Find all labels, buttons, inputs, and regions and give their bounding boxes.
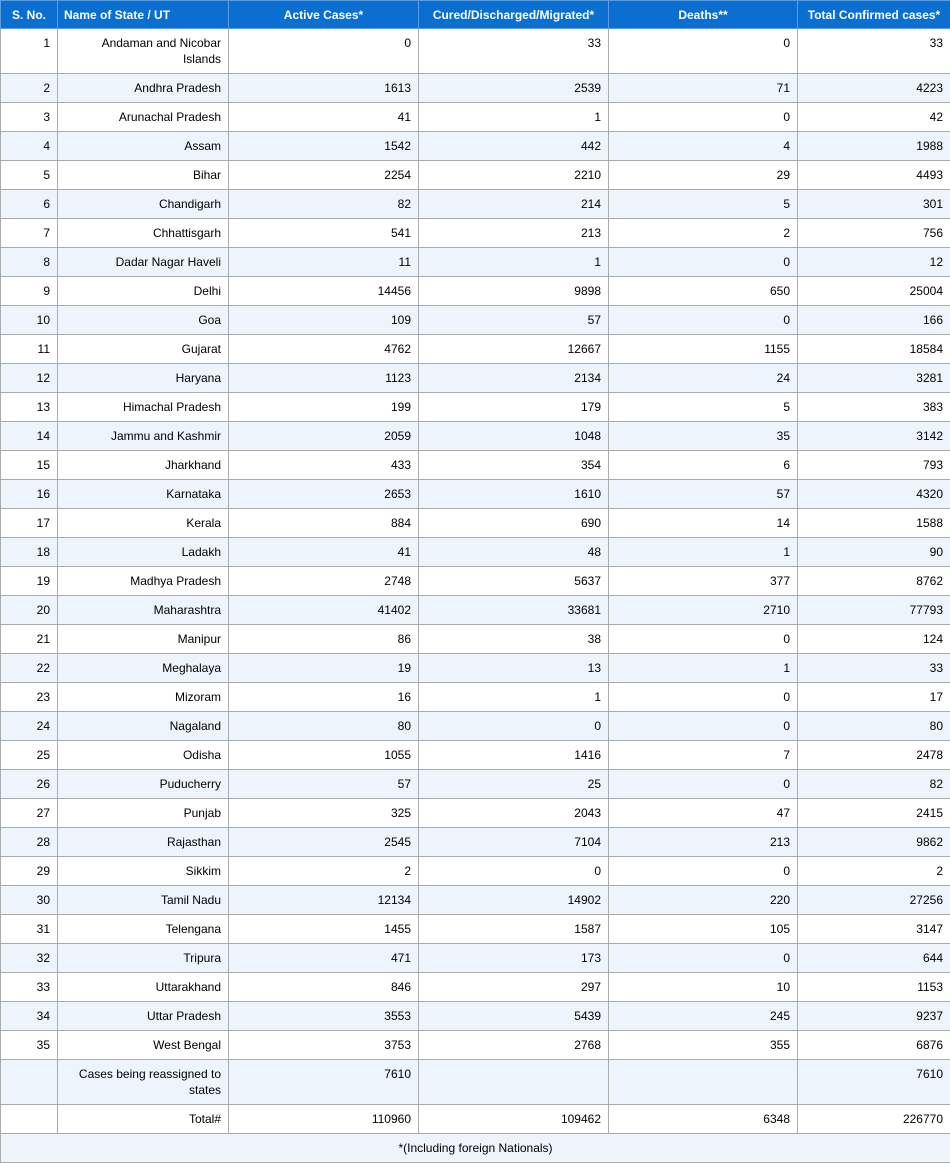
cell-deaths: 1 xyxy=(609,654,798,683)
cell-deaths: 105 xyxy=(609,915,798,944)
cell-active-cases: 1613 xyxy=(229,74,419,103)
cell-total-confirmed: 80 xyxy=(798,712,950,741)
cell-cured: 442 xyxy=(419,132,609,161)
cell-total-confirmed: 9862 xyxy=(798,828,950,857)
cell-state-name: Puducherry xyxy=(58,770,229,799)
cell-cured: 1416 xyxy=(419,741,609,770)
cell-serial-number: 31 xyxy=(1,915,58,944)
cell-deaths: 0 xyxy=(609,712,798,741)
cell-active-cases: 109 xyxy=(229,306,419,335)
table-row xyxy=(1,828,950,857)
cell-serial-number: 33 xyxy=(1,973,58,1002)
cell-cured: 2768 xyxy=(419,1031,609,1060)
cell-state-name: Tamil Nadu xyxy=(58,886,229,915)
cell-cured: 297 xyxy=(419,973,609,1002)
cell-active-cases: 41 xyxy=(229,538,419,567)
cell-cured: 1610 xyxy=(419,480,609,509)
table-row xyxy=(1,190,950,219)
table-row xyxy=(1,161,950,190)
cell-serial-number: 22 xyxy=(1,654,58,683)
table-row xyxy=(1,770,950,799)
cell-deaths: 29 xyxy=(609,161,798,190)
cell-state-name: Himachal Pradesh xyxy=(58,393,229,422)
footnote-row xyxy=(1,1134,950,1163)
cell-total-confirmed: 3147 xyxy=(798,915,950,944)
cell-state-name: Maharashtra xyxy=(58,596,229,625)
cell-deaths: 14 xyxy=(609,509,798,538)
table-row xyxy=(1,712,950,741)
table-row xyxy=(1,480,950,509)
cell-state-name: Bihar xyxy=(58,161,229,190)
cell-state-name: Uttarakhand xyxy=(58,973,229,1002)
cell-cured: 1 xyxy=(419,248,609,277)
cell-active-cases: 14456 xyxy=(229,277,419,306)
cell-state-name: Nagaland xyxy=(58,712,229,741)
cell-state-name: Karnataka xyxy=(58,480,229,509)
cell-deaths: 10 xyxy=(609,973,798,1002)
cell-total-confirmed: 4223 xyxy=(798,74,950,103)
cell-cured: 173 xyxy=(419,944,609,973)
cell-deaths: 0 xyxy=(609,944,798,973)
cell-active-cases: 41402 xyxy=(229,596,419,625)
cell-serial-number: 1 xyxy=(1,29,58,74)
header-cured: Cured/Discharged/Migrated* xyxy=(419,1,609,29)
cell-active-cases: 12134 xyxy=(229,886,419,915)
cell-state-name: Uttar Pradesh xyxy=(58,1002,229,1031)
cell-active-cases: 82 xyxy=(229,190,419,219)
cell-cured: 9898 xyxy=(419,277,609,306)
cell-serial-number: 14 xyxy=(1,422,58,451)
cell-deaths: 7 xyxy=(609,741,798,770)
cell-active-cases: 2653 xyxy=(229,480,419,509)
cell-total-confirmed: 33 xyxy=(798,654,950,683)
cell-state-name: Madhya Pradesh xyxy=(58,567,229,596)
cell-active-cases: 86 xyxy=(229,625,419,654)
cell-deaths xyxy=(609,1060,798,1105)
cell-cured: 33681 xyxy=(419,596,609,625)
cell-active-cases: 3753 xyxy=(229,1031,419,1060)
cell-active-cases: 57 xyxy=(229,770,419,799)
table-row xyxy=(1,944,950,973)
cell-deaths: 5 xyxy=(609,393,798,422)
cell-cured: 2134 xyxy=(419,364,609,393)
cell-total-confirmed: 90 xyxy=(798,538,950,567)
cell-deaths: 355 xyxy=(609,1031,798,1060)
cell-state-name: Rajasthan xyxy=(58,828,229,857)
cell-serial-number: 30 xyxy=(1,886,58,915)
table-row xyxy=(1,103,950,132)
cell-total-confirmed: 8762 xyxy=(798,567,950,596)
cell-serial-number: 9 xyxy=(1,277,58,306)
header-deaths: Deaths** xyxy=(609,1,798,29)
table-row xyxy=(1,1002,950,1031)
cell-active-cases: 4762 xyxy=(229,335,419,364)
cell-cured: 33 xyxy=(419,29,609,74)
cell-state-name: Chandigarh xyxy=(58,190,229,219)
cell-cured: 0 xyxy=(419,712,609,741)
cell-active-cases: 433 xyxy=(229,451,419,480)
cell-cured: 5637 xyxy=(419,567,609,596)
cell-cured: 354 xyxy=(419,451,609,480)
footnote: *(Including foreign Nationals) xyxy=(1,1134,950,1163)
cell-serial-number: 19 xyxy=(1,567,58,596)
cell-active-cases: 199 xyxy=(229,393,419,422)
cell-total-confirmed: 1153 xyxy=(798,973,950,1002)
cell-deaths: 0 xyxy=(609,683,798,712)
table-row xyxy=(1,886,950,915)
cell-state-name: Dadar Nagar Haveli xyxy=(58,248,229,277)
cell-active-cases: 0 xyxy=(229,29,419,74)
cell-active-cases: 19 xyxy=(229,654,419,683)
cell-deaths: 5 xyxy=(609,190,798,219)
table-row xyxy=(1,248,950,277)
cell-cured: 214 xyxy=(419,190,609,219)
table-row xyxy=(1,393,950,422)
table-row xyxy=(1,625,950,654)
cell-total-confirmed: 226770 xyxy=(798,1105,950,1134)
cell-total-confirmed: 9237 xyxy=(798,1002,950,1031)
cell-serial-number: 18 xyxy=(1,538,58,567)
cell-active-cases: 2059 xyxy=(229,422,419,451)
cell-serial-number: 29 xyxy=(1,857,58,886)
cell-deaths: 1155 xyxy=(609,335,798,364)
cell-state-name: Manipur xyxy=(58,625,229,654)
table-row xyxy=(1,29,950,74)
cell-active-cases: 2545 xyxy=(229,828,419,857)
cell-total-confirmed: 1988 xyxy=(798,132,950,161)
table-row xyxy=(1,219,950,248)
header-active-cases: Active Cases* xyxy=(229,1,419,29)
cell-deaths: 377 xyxy=(609,567,798,596)
cell-active-cases: 80 xyxy=(229,712,419,741)
table-row xyxy=(1,1031,950,1060)
cell-serial-number: 7 xyxy=(1,219,58,248)
table-row xyxy=(1,451,950,480)
table-row xyxy=(1,915,950,944)
header-state-name: Name of State / UT xyxy=(58,1,229,29)
cell-total-confirmed: 2478 xyxy=(798,741,950,770)
cell-serial-number: 15 xyxy=(1,451,58,480)
cell-serial-number: 8 xyxy=(1,248,58,277)
cell-state-name: Delhi xyxy=(58,277,229,306)
cell-active-cases: 110960 xyxy=(229,1105,419,1134)
table-row xyxy=(1,683,950,712)
table-row xyxy=(1,335,950,364)
cell-active-cases: 2254 xyxy=(229,161,419,190)
cell-serial-number: 12 xyxy=(1,364,58,393)
cell-total-confirmed: 12 xyxy=(798,248,950,277)
cell-deaths: 1 xyxy=(609,538,798,567)
table-header xyxy=(1,1,950,29)
cell-total-confirmed: 756 xyxy=(798,219,950,248)
cell-total-confirmed: 4493 xyxy=(798,161,950,190)
table-row xyxy=(1,364,950,393)
cell-deaths: 4 xyxy=(609,132,798,161)
cell-deaths: 57 xyxy=(609,480,798,509)
header-serial-number: S. No. xyxy=(1,1,58,29)
cell-active-cases: 471 xyxy=(229,944,419,973)
cell-total-confirmed: 25004 xyxy=(798,277,950,306)
cell-state-name: Cases being reassigned to states xyxy=(58,1060,229,1105)
cell-total-confirmed: 6876 xyxy=(798,1031,950,1060)
table-row xyxy=(1,567,950,596)
cell-cured: 2043 xyxy=(419,799,609,828)
cell-active-cases: 2 xyxy=(229,857,419,886)
cell-cured: 13 xyxy=(419,654,609,683)
cell-deaths: 0 xyxy=(609,103,798,132)
cell-total-confirmed: 1588 xyxy=(798,509,950,538)
cell-state-name: Goa xyxy=(58,306,229,335)
cell-state-name: Meghalaya xyxy=(58,654,229,683)
cell-serial-number: 16 xyxy=(1,480,58,509)
cell-deaths: 0 xyxy=(609,306,798,335)
cell-total-confirmed: 33 xyxy=(798,29,950,74)
cell-serial-number: 20 xyxy=(1,596,58,625)
cell-deaths: 213 xyxy=(609,828,798,857)
cell-state-name: Jammu and Kashmir xyxy=(58,422,229,451)
cell-cured: 12667 xyxy=(419,335,609,364)
cell-state-name: Mizoram xyxy=(58,683,229,712)
table-row xyxy=(1,132,950,161)
cell-total-confirmed: 3142 xyxy=(798,422,950,451)
cell-cured: 5439 xyxy=(419,1002,609,1031)
cell-cured: 57 xyxy=(419,306,609,335)
table-row xyxy=(1,799,950,828)
cell-deaths: 650 xyxy=(609,277,798,306)
table-row xyxy=(1,654,950,683)
table-footer xyxy=(1,1134,950,1163)
cell-total-confirmed: 3281 xyxy=(798,364,950,393)
cell-serial-number: 4 xyxy=(1,132,58,161)
cell-total-confirmed: 166 xyxy=(798,306,950,335)
cell-state-name: Telengana xyxy=(58,915,229,944)
cell-total-confirmed: 383 xyxy=(798,393,950,422)
cell-cured: 179 xyxy=(419,393,609,422)
header-row xyxy=(1,1,950,29)
cell-total-confirmed: 644 xyxy=(798,944,950,973)
table-row xyxy=(1,422,950,451)
cell-cured: 1048 xyxy=(419,422,609,451)
cell-deaths: 2710 xyxy=(609,596,798,625)
cell-active-cases: 16 xyxy=(229,683,419,712)
cell-cured: 2539 xyxy=(419,74,609,103)
cell-active-cases: 7610 xyxy=(229,1060,419,1105)
table-row xyxy=(1,538,950,567)
table-body xyxy=(1,29,950,1134)
cell-state-name: Andhra Pradesh xyxy=(58,74,229,103)
cell-deaths: 71 xyxy=(609,74,798,103)
cell-deaths: 6 xyxy=(609,451,798,480)
cell-cured: 48 xyxy=(419,538,609,567)
cell-total-confirmed: 793 xyxy=(798,451,950,480)
cell-state-name: West Bengal xyxy=(58,1031,229,1060)
cell-serial-number: 17 xyxy=(1,509,58,538)
cell-cured: 1 xyxy=(419,103,609,132)
cell-serial-number: 26 xyxy=(1,770,58,799)
cell-serial-number: 24 xyxy=(1,712,58,741)
cell-serial-number: 2 xyxy=(1,74,58,103)
cell-active-cases: 3553 xyxy=(229,1002,419,1031)
cell-total-confirmed: 18584 xyxy=(798,335,950,364)
cell-serial-number: 5 xyxy=(1,161,58,190)
cell-deaths: 0 xyxy=(609,770,798,799)
cell-cured: 2210 xyxy=(419,161,609,190)
cell-total-confirmed: 2 xyxy=(798,857,950,886)
cell-active-cases: 1455 xyxy=(229,915,419,944)
cell-cured: 690 xyxy=(419,509,609,538)
cell-state-name: Jharkhand xyxy=(58,451,229,480)
cell-state-name: Ladakh xyxy=(58,538,229,567)
cell-deaths: 2 xyxy=(609,219,798,248)
table-row xyxy=(1,1060,950,1105)
cell-serial-number: 28 xyxy=(1,828,58,857)
cell-cured xyxy=(419,1060,609,1105)
table-row xyxy=(1,973,950,1002)
cell-serial-number: 34 xyxy=(1,1002,58,1031)
cell-active-cases: 884 xyxy=(229,509,419,538)
cell-deaths: 0 xyxy=(609,625,798,654)
cell-state-name: Chhattisgarh xyxy=(58,219,229,248)
cell-serial-number: 27 xyxy=(1,799,58,828)
cell-deaths: 0 xyxy=(609,857,798,886)
cell-state-name: Arunachal Pradesh xyxy=(58,103,229,132)
cell-cured: 7104 xyxy=(419,828,609,857)
table-row xyxy=(1,857,950,886)
cell-deaths: 0 xyxy=(609,248,798,277)
cell-deaths: 245 xyxy=(609,1002,798,1031)
cell-serial-number: 21 xyxy=(1,625,58,654)
cell-deaths: 47 xyxy=(609,799,798,828)
cell-state-name: Kerala xyxy=(58,509,229,538)
cell-serial-number: 6 xyxy=(1,190,58,219)
cell-cured: 1587 xyxy=(419,915,609,944)
cell-total-confirmed: 2415 xyxy=(798,799,950,828)
cell-serial-number xyxy=(1,1060,58,1105)
cell-state-name: Tripura xyxy=(58,944,229,973)
cell-active-cases: 541 xyxy=(229,219,419,248)
table-row xyxy=(1,74,950,103)
cell-serial-number: 35 xyxy=(1,1031,58,1060)
cell-total-confirmed: 82 xyxy=(798,770,950,799)
cell-total-confirmed: 4320 xyxy=(798,480,950,509)
cell-total-confirmed: 27256 xyxy=(798,886,950,915)
table-row xyxy=(1,509,950,538)
cell-cured: 0 xyxy=(419,857,609,886)
cell-active-cases: 1542 xyxy=(229,132,419,161)
cell-deaths: 0 xyxy=(609,29,798,74)
table-row xyxy=(1,596,950,625)
table-row xyxy=(1,277,950,306)
cell-active-cases: 1123 xyxy=(229,364,419,393)
cell-state-name: Odisha xyxy=(58,741,229,770)
table-row xyxy=(1,741,950,770)
cell-serial-number: 13 xyxy=(1,393,58,422)
cell-total-confirmed: 124 xyxy=(798,625,950,654)
cell-state-name: Assam xyxy=(58,132,229,161)
cell-state-name: Punjab xyxy=(58,799,229,828)
cell-deaths: 35 xyxy=(609,422,798,451)
cell-state-name: Sikkim xyxy=(58,857,229,886)
cell-serial-number xyxy=(1,1105,58,1134)
cell-total-confirmed: 42 xyxy=(798,103,950,132)
cell-cured: 1 xyxy=(419,683,609,712)
cell-total-confirmed: 7610 xyxy=(798,1060,950,1105)
cell-state-name: Andaman and Nicobar Islands xyxy=(58,29,229,74)
cell-serial-number: 3 xyxy=(1,103,58,132)
table-row xyxy=(1,306,950,335)
cell-deaths: 24 xyxy=(609,364,798,393)
cell-total-confirmed: 301 xyxy=(798,190,950,219)
cell-deaths: 220 xyxy=(609,886,798,915)
cell-deaths: 6348 xyxy=(609,1105,798,1134)
cell-cured: 38 xyxy=(419,625,609,654)
cell-active-cases: 41 xyxy=(229,103,419,132)
cell-serial-number: 32 xyxy=(1,944,58,973)
cell-serial-number: 25 xyxy=(1,741,58,770)
cell-active-cases: 2748 xyxy=(229,567,419,596)
table-row xyxy=(1,1105,950,1134)
cell-state-name: Haryana xyxy=(58,364,229,393)
header-total-confirmed: Total Confirmed cases* xyxy=(798,1,950,29)
cell-serial-number: 23 xyxy=(1,683,58,712)
cell-serial-number: 11 xyxy=(1,335,58,364)
cell-total-confirmed: 17 xyxy=(798,683,950,712)
cell-cured: 14902 xyxy=(419,886,609,915)
cell-active-cases: 11 xyxy=(229,248,419,277)
cell-cured: 25 xyxy=(419,770,609,799)
cell-active-cases: 325 xyxy=(229,799,419,828)
cell-active-cases: 1055 xyxy=(229,741,419,770)
cell-state-name: Gujarat xyxy=(58,335,229,364)
cell-active-cases: 846 xyxy=(229,973,419,1002)
cell-total-confirmed: 77793 xyxy=(798,596,950,625)
cell-cured: 213 xyxy=(419,219,609,248)
cell-serial-number: 10 xyxy=(1,306,58,335)
cell-state-name: Total# xyxy=(58,1105,229,1134)
cell-cured: 109462 xyxy=(419,1105,609,1134)
